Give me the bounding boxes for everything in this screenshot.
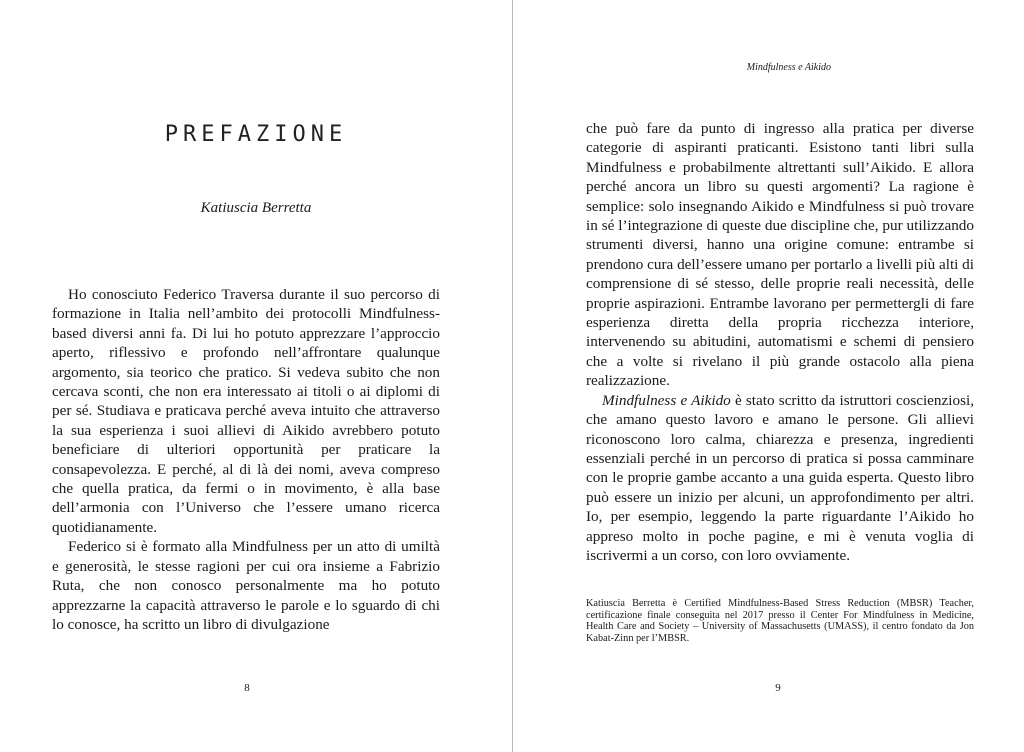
paragraph: Ho conosciuto Federico Traversa durante il suo percorso di formazione in Italia nell’ambito dei protocolli Mindfulness-based diversi anni fa. Di lui ho potuto apprezzare l’approccio aperto, riflessivo e profondo nell’affrontare qualunque argomento, sia teorico che pratico. Si vedeva subito che non cercava sconti, che non era interessato ai titoli o ai diplomi di per sé. Studiava e praticava perché aveva intuito che attraverso la sua esperienza i suoi allievi di Aikido avrebbero potuto beneficiare di ulteriori opportunità per praticare la consapevolezza. E perché, al di là dei nomi, aveva compreso che quella pratica, da fermi o in movimento, è alla base dell’armonia con l’Universo che l’essere umano ricerca quotidianamente. <box>52 286 440 536</box>
paragraph <box>586 391 974 566</box>
left-page-body <box>52 285 440 634</box>
page-divider <box>512 0 513 752</box>
chapter-author: Katiuscia Berretta <box>200 200 312 216</box>
footnote: Katiuscia Berretta è Certified Mindfulness-Based Stress Reduction (MBSR) Teacher, certificazione finale conseguita nel 2017 presso il Center For Mindfulness in Medicine, Health Care and Society – University of Massachusetts (UMASS), il centro fondato da Jon Kabat-Zinn per l’MBSR. <box>586 598 974 644</box>
running-header: Mindfulness e Aikido <box>746 62 831 73</box>
paragraph: che può fare da punto di ingresso alla pratica per diverse categorie di aspiranti praticanti. Esistono tanti libri sulla Mindfulness e probabilmente altrettanti sull’Aikido. E allora perché ancora un libro su questi argomenti? La ragione è semplice: solo insegnando Aikido e Mindfulness si può trovare in sé l’integrazione di queste due discipline che, pur utilizzando strumenti diversi, hanno una origine comune: entrambe si prendono cura dell’essere umano per portarlo a livelli più alti di comprensione di sé stesso, delle proprie reali necessità, delle proprie aspirazioni. Entrambe lavorano per permettergli di fare esperienza diretta della propria ricchezza interiore, intervenendo su abitudini, automatismi e schemi di pensiero che a volte si rivelano il più grande ostacolo alla piena realizzazione. <box>586 120 974 390</box>
paragraph-text: è stato scritto da istruttori coscienziosi, che amano questo lavoro e amano le persone. Gli allievi riconoscono loro calma, chiarezza e presenza, ingredienti essenziali perché in un percorso di pratica si possa camminare con le proprie gambe accanto a una guida esperta. Questo libro può essere un inizio per alcuni, un approfondimento per altri. Io, per esempio, leggendo la parte riguardante l’Aikido ho appreso molto in poche pagine, e mi è venuta voglia di iscrivermi a un corso, con loro ovviamente. <box>586 391 975 564</box>
book-title-emphasis: Mindfulness e Aikido <box>602 391 731 409</box>
paragraph: Federico si è formato alla Mindfulness per un atto di umiltà e generosità, le stesse ragioni per cui ora insieme a Fabrizio Ruta, che non conosco personalmente ma ho potuto apprezzarne la capacità attraverso le parole e lo sguardo di chi lo conosce, ha scritto un libro di divulgazione <box>52 538 440 633</box>
page-number-left: 8 <box>244 682 250 694</box>
chapter-title: PREFAZIONE <box>164 122 348 147</box>
right-page-body <box>586 119 974 565</box>
page-number-right: 9 <box>775 682 781 694</box>
